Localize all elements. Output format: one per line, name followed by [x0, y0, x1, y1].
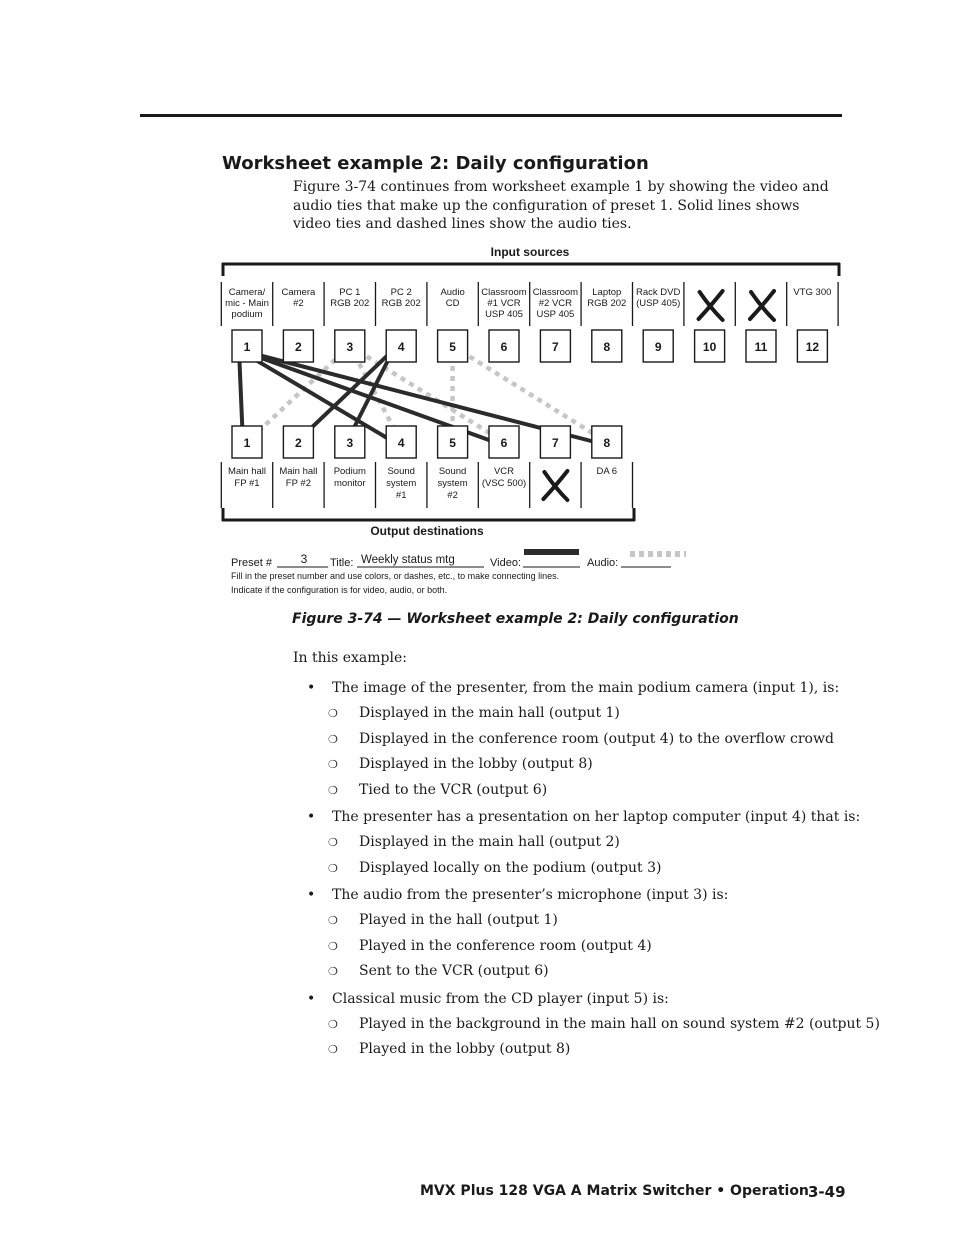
sub-bullet-text: Displayed in the main hall (output 2)	[359, 834, 620, 850]
input-label-8: Laptop	[592, 287, 622, 298]
header-rule	[140, 114, 842, 117]
input-label-9: Rack DVD	[636, 287, 681, 298]
unused-output-7-x-icon	[543, 471, 567, 500]
sub-bullet-item	[305, 1014, 880, 1040]
sub-bullet-item	[305, 703, 850, 729]
worksheet-diagram	[200, 240, 860, 600]
input-label-4: PC 2	[390, 287, 412, 298]
bullet-item	[305, 885, 850, 910]
output-label-5: system	[437, 478, 468, 489]
output-label-3: monitor	[333, 478, 366, 489]
circle-bullet-icon: ❍	[328, 914, 338, 927]
input-label-5: CD	[445, 298, 460, 309]
sub-bullet-text: Displayed in the main hall (output 1)	[359, 705, 620, 721]
output-number-1: 1	[243, 436, 251, 450]
input-label-1: Camera/	[228, 287, 266, 298]
bullet-item	[305, 989, 850, 1014]
sub-bullet-text: Displayed in the conference room (output 4) to the overflow crowd	[359, 730, 834, 747]
section-heading: Worksheet example 2: Daily configuration	[222, 153, 649, 174]
input-number-11: 11	[754, 340, 768, 354]
output-label-4: #1	[395, 490, 407, 501]
bullet-marker: •	[307, 887, 316, 903]
output-label-6: VCR	[493, 466, 515, 477]
bullet-text: The image of the presenter, from the main podium camera (input 1), is:	[332, 680, 840, 696]
circle-bullet-icon: ❍	[328, 836, 338, 849]
sub-bullet-text: Sent to the VCR (output 6)	[359, 963, 549, 979]
input-label-5: Audio	[440, 287, 465, 298]
sub-bullet-text: Tied to the VCR (output 6)	[359, 781, 548, 798]
bullet-marker: •	[307, 809, 316, 825]
input-number-7: 7	[552, 340, 559, 354]
output-label-8: DA 6	[596, 466, 618, 477]
sub-bullet-item	[305, 754, 850, 780]
sub-bullet-text: Played in the lobby (output 8)	[359, 1041, 571, 1057]
input-label-4: RGB 202	[381, 298, 421, 309]
output-label-4: system	[386, 478, 417, 489]
sub-bullet-item	[305, 780, 850, 806]
sub-bullet-text: Played in the hall (output 1)	[359, 912, 558, 928]
instruction-note-1: Fill in the preset number and use colors, or dashes, etc., to make connecting lines.	[231, 571, 560, 581]
video-line-sample	[524, 549, 579, 555]
sub-bullet-item	[305, 1039, 850, 1065]
circle-bullet-icon: ❍	[328, 965, 338, 978]
unused-input-10-x-icon	[699, 291, 723, 320]
bullet-text: Classical music from the CD player (input 5) is:	[332, 990, 669, 1007]
audio-tie-line	[453, 346, 607, 442]
input-number-2: 2	[295, 340, 302, 354]
input-label-2: #2	[293, 298, 304, 309]
output-label-1: FP #1	[234, 478, 260, 489]
output-label-1: Main hall	[227, 466, 267, 477]
output-label-6: (VSC 500)	[481, 478, 527, 489]
sub-bullet-item	[305, 832, 850, 858]
sub-bullet-item	[305, 858, 850, 884]
output-number-5: 5	[449, 436, 456, 450]
circle-bullet-icon: ❍	[328, 1043, 338, 1056]
bullet-item	[305, 807, 861, 832]
input-number-1: 1	[243, 340, 251, 354]
output-number-6: 6	[500, 436, 508, 450]
output-label-4: Sound	[387, 466, 415, 477]
output-number-7: 7	[552, 436, 559, 450]
output-number-4: 4	[397, 436, 405, 450]
preset-number: 3	[300, 552, 308, 566]
input-label-1: podium	[231, 309, 263, 320]
input-label-1: mic - Main	[225, 298, 269, 309]
input-number-12: 12	[805, 340, 820, 354]
preset-title-value: Weekly status mtg	[361, 554, 455, 566]
sub-bullet-item	[305, 729, 850, 755]
input-label-2: Camera	[281, 287, 316, 298]
output-label-2: FP #2	[285, 478, 311, 489]
output-number-3: 3	[346, 436, 354, 450]
input-label-6: #1 VCR	[487, 298, 521, 309]
circle-bullet-icon: ❍	[328, 1017, 338, 1031]
input-label-7: USP 405	[536, 309, 575, 320]
bullet-list	[305, 678, 880, 1067]
circle-bullet-icon: ❍	[328, 758, 338, 771]
circle-bullet-icon: ❍	[328, 732, 338, 746]
input-number-5: 5	[449, 340, 456, 354]
audio-label: Audio:	[587, 557, 619, 569]
input-label-12: VTG 300	[793, 287, 832, 298]
video-label: Video:	[490, 557, 521, 569]
bullet-marker: •	[307, 990, 316, 1007]
output-number-2: 2	[295, 436, 302, 450]
input-label-3: RGB 202	[330, 298, 370, 309]
sub-bullet-text: Played in the background in the main hall on sound system #2 (output 5)	[359, 1015, 880, 1032]
sub-bullet-item	[305, 961, 850, 987]
bullet-text: The audio from the presenter’s microphone (input 3) is:	[332, 887, 729, 903]
circle-bullet-icon: ❍	[328, 861, 338, 875]
instruction-note-2: Indicate if the configuration is for video, audio, or both.	[231, 585, 448, 595]
figure-caption: Figure 3-74 — Worksheet example 2: Daily configuration	[292, 611, 739, 627]
intro-paragraph: Figure 3-74 continues from worksheet example 1 by showing the video and audio ties that make up the configuration of preset 1. Solid lines shows video ties and dashed lines show the audio ties.	[293, 179, 829, 232]
unused-input-11-x-icon	[750, 291, 774, 320]
circle-bullet-icon: ❍	[328, 783, 338, 797]
input-label-3: PC 1	[339, 287, 361, 298]
output-destinations-title: Output destinations	[370, 524, 484, 538]
input-label-7: Classroom	[532, 287, 579, 298]
circle-bullet-icon: ❍	[328, 939, 338, 953]
input-number-10: 10	[702, 340, 717, 354]
sub-bullet-text: Displayed locally on the podium (output 3)	[359, 859, 662, 876]
input-number-4: 4	[397, 340, 405, 354]
input-label-7: #2 VCR	[538, 298, 573, 309]
example-intro: In this example:	[293, 650, 407, 666]
output-label-5: Sound	[438, 466, 467, 477]
bullet-text: The presenter has a presentation on her laptop computer (input 4) that is:	[332, 809, 861, 825]
sub-bullet-text: Displayed in the lobby (output 8)	[359, 756, 593, 772]
output-label-2: Main hall	[279, 466, 318, 477]
footer-title: MVX Plus 128 VGA A Matrix Switcher • Operation	[420, 1183, 809, 1199]
preset-label: Preset #	[231, 557, 272, 569]
input-label-8: RGB 202	[587, 298, 627, 309]
input-sources-title: Input sources	[490, 245, 570, 259]
output-label-5: #2	[447, 490, 458, 501]
output-label-3: Podium	[333, 466, 366, 477]
sub-bullet-item	[305, 910, 850, 936]
output-number-8: 8	[603, 436, 611, 450]
bullet-item	[305, 678, 850, 703]
circle-bullet-icon: ❍	[328, 707, 338, 720]
input-label-6: Classroom	[481, 287, 527, 298]
input-number-3: 3	[346, 340, 354, 354]
bullet-marker: •	[307, 680, 316, 696]
input-number-6: 6	[500, 340, 508, 354]
sub-bullet-text: Played in the conference room (output 4)	[359, 937, 652, 954]
sub-bullet-item	[305, 936, 850, 962]
input-number-8: 8	[603, 340, 611, 354]
input-number-9: 9	[654, 340, 662, 354]
input-label-6: USP 405	[485, 309, 523, 320]
page-number: 3-49	[808, 1183, 846, 1201]
input-label-9: (USP 405)	[636, 298, 681, 309]
title-label: Title:	[330, 557, 354, 569]
